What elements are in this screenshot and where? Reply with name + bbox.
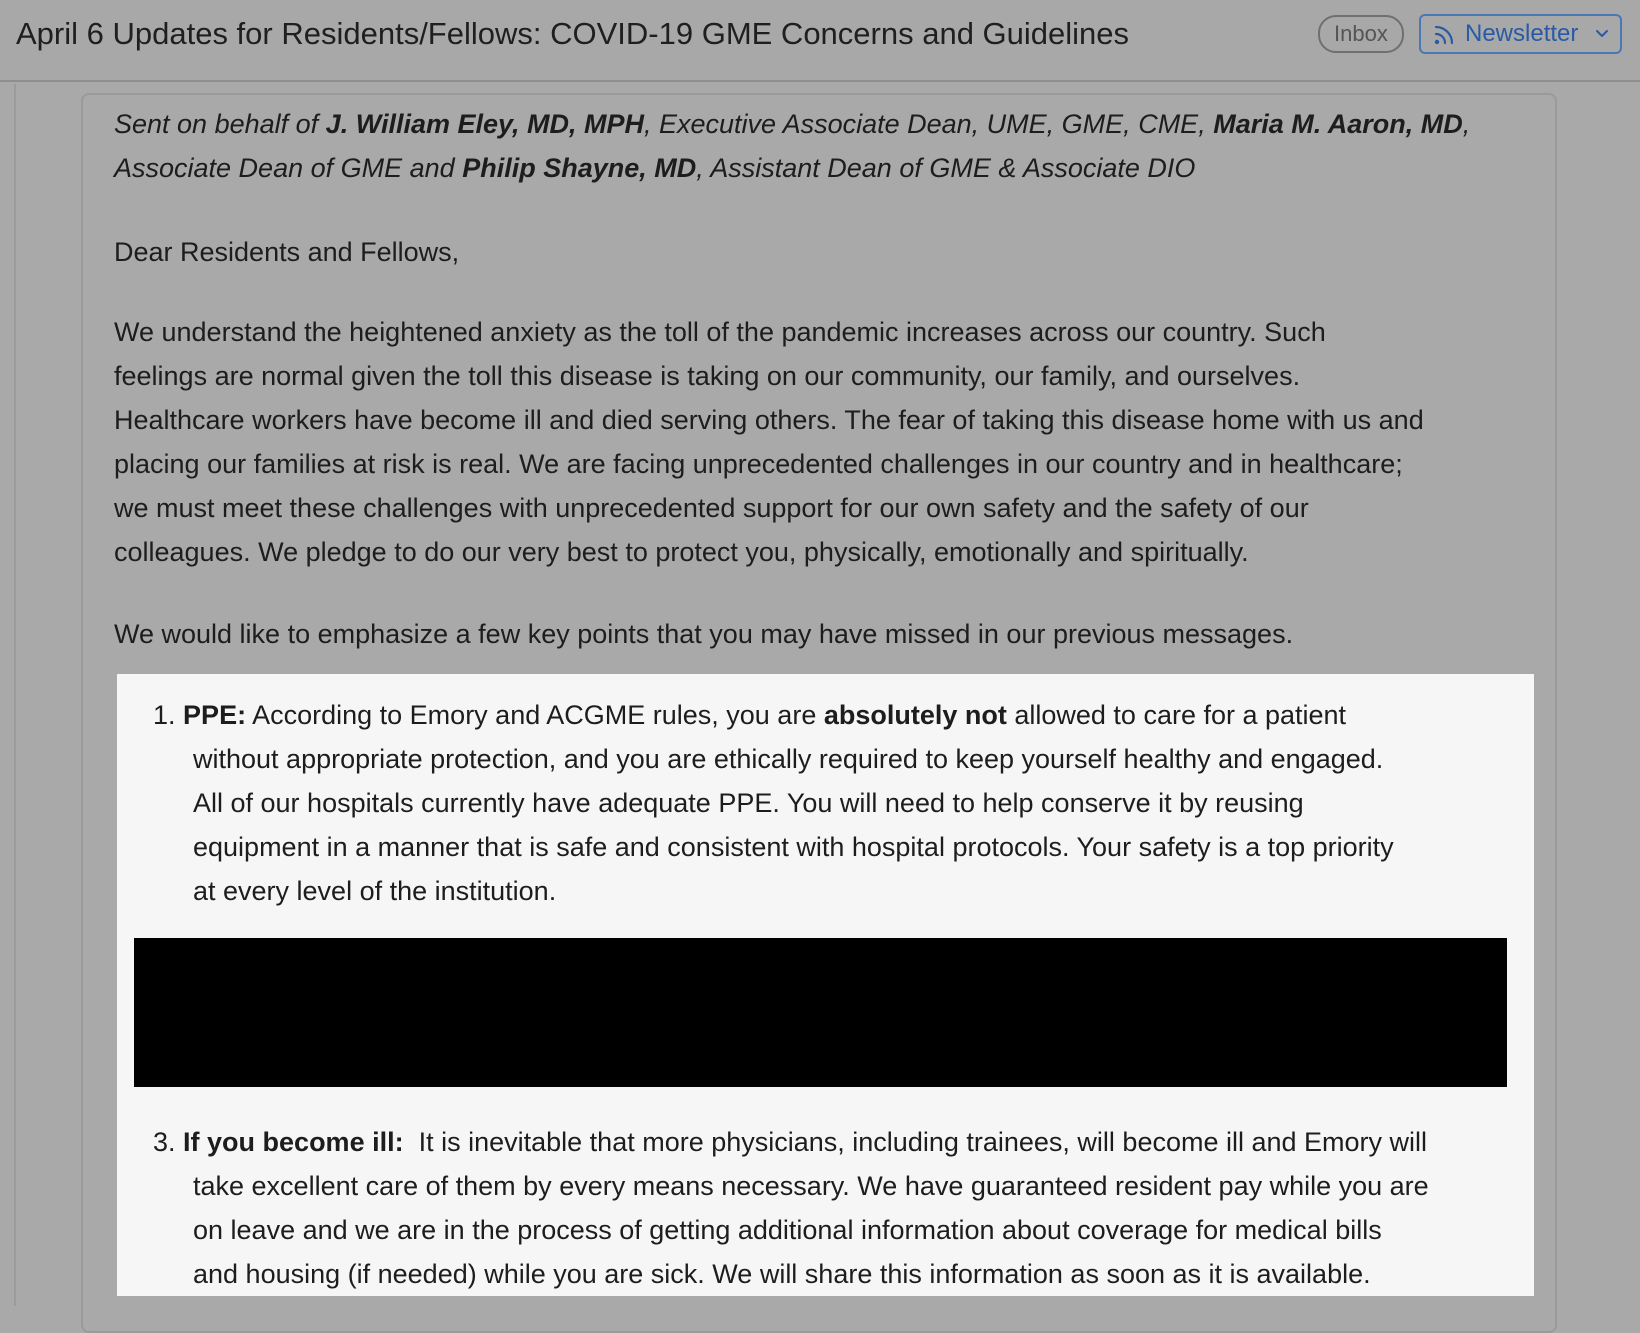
newsletter-dropdown-button[interactable] [1419, 14, 1622, 54]
intro-text: Sent on behalf of [114, 109, 326, 139]
list-number: 3. [153, 1127, 176, 1157]
list-item-line: at every level of the institution. [193, 876, 557, 906]
intro-name-shayne: Philip Shayne, MD [462, 153, 697, 183]
list-item-line: and housing (if needed) while you are sick. We will share this information as soon as it is available. [193, 1259, 1371, 1289]
list-item-text: allowed to care for a patient [1006, 700, 1347, 730]
intro-name-eley: J. William Eley, MD, MPH [325, 109, 645, 139]
intro-name-aaron: Maria M. Aaron, MD [1213, 109, 1463, 139]
inbox-tag[interactable]: Inbox [1318, 15, 1404, 53]
list-item-heading: If you become ill: [183, 1127, 404, 1157]
chevron-down-icon [1595, 27, 1609, 41]
paragraph-line: feelings are normal given the toll this disease is taking on our community, our family, and ourselves. [114, 361, 1301, 391]
message-subject: April 6 Updates for Residents/Fellows: COVID-19 GME Concerns and Guidelines [16, 16, 1130, 51]
list-item-heading: PPE: [183, 700, 247, 730]
redacted-block [134, 938, 1507, 1087]
thread-divider [14, 84, 16, 1306]
list-item-text: According to Emory and ACGME rules, you are [246, 700, 824, 730]
message-header [0, 0, 1640, 82]
rss-icon [1433, 24, 1455, 46]
list-item-line: All of our hospitals currently have adequate PPE. You will need to help conserve it by reusing [193, 788, 1304, 818]
newsletter-label: Newsletter [1465, 20, 1579, 47]
intro-text: , Executive Associate Dean, UME, GME, CME, [644, 109, 1214, 139]
paragraph-anxiety [114, 310, 1534, 574]
list-item-line: take excellent care of them by every means necessary. We have guaranteed resident pay while you are [193, 1171, 1429, 1201]
greeting: Dear Residents and Fellows, [114, 237, 460, 267]
paragraph-line: We understand the heightened anxiety as the toll of the pandemic increases across our country. Such [114, 317, 1326, 347]
intro-text: , Associate Dean of GME and [114, 109, 1471, 183]
paragraph-line: we must meet these challenges with unprecedented support for our own safety and the safety of our [114, 493, 1309, 523]
list-item-ppe [153, 693, 1523, 913]
intro-text: , Assistant Dean of GME & Associate DIO [696, 153, 1196, 183]
list-item-text: It is inevitable that more physicians, including trainees, will become ill and Emory will [403, 1127, 1428, 1157]
list-item-emphasis: absolutely not [823, 700, 1007, 730]
paragraph-key-points: We would like to emphasize a few key points that you may have missed in our previous messages. [114, 619, 1294, 649]
list-item-line: without appropriate protection, and you are ethically required to keep yourself healthy and engaged. [193, 744, 1384, 774]
paragraph-line: Healthcare workers have become ill and died serving others. The fear of taking this disease home with us and [114, 405, 1424, 435]
list-item-line: equipment in a manner that is safe and consistent with hospital protocols. Your safety is a top priority [193, 832, 1394, 862]
sent-on-behalf-line [114, 102, 1534, 190]
list-item-line: on leave and we are in the process of getting additional information about coverage for medical bills [193, 1215, 1382, 1245]
paragraph-line: placing our families at risk is real. We are facing unprecedented challenges in our country and in healthcare; [114, 449, 1403, 479]
paragraph-line: colleagues. We pledge to do our very best to protect you, physically, emotionally and spiritually. [114, 537, 1249, 567]
list-item-illness [153, 1120, 1523, 1296]
list-number: 1. [153, 700, 176, 730]
